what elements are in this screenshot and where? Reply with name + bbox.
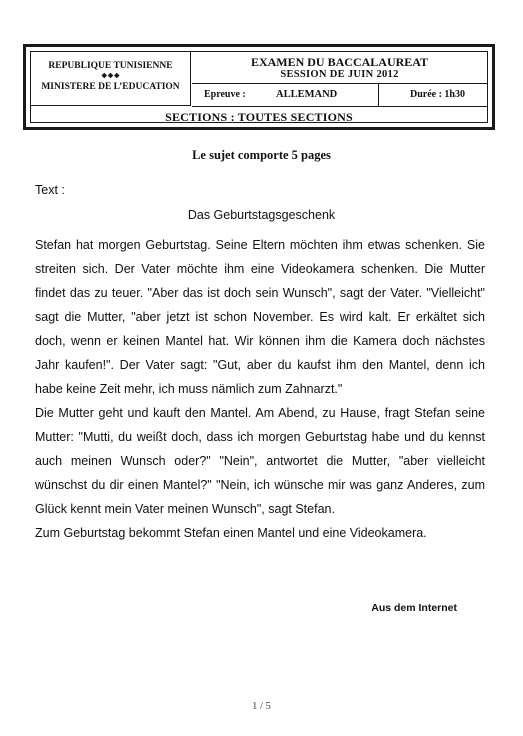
story-line: Zum Geburtstag bekommt Stefan einen Mantel und eine Videokamera. (35, 526, 427, 540)
story-line: Die Mutter geht und kauft den Mantel. Am Abend, zu Hause, fragt Stefan seine (35, 406, 485, 420)
story-line: auch meinen Wunsch oder?" "Nein", antwortet die Mutter, "aber vielleicht (35, 454, 485, 468)
exam-info-row (192, 83, 487, 107)
story-body (35, 233, 485, 545)
info-divider (378, 84, 379, 107)
exam-header-inner (30, 51, 488, 123)
exam-title: EXAMEN DU BACCALAUREAT (250, 55, 429, 69)
subject-value: ALLEMAND (276, 89, 338, 100)
epreuve-label: Epreuve : (204, 89, 246, 100)
story-line: doch, wenn er keinen Mantel hat. Wir können ihm die Kamera doch nächstes (35, 334, 485, 348)
story-line: sagt die Mutter, "aber jetzt ist schon November. Es wird kalt. Er erkältet sich (35, 310, 485, 324)
story-line: wünschst du dir einen Mantel?" "Nein, ich wünsche mir was ganz Anderes, zum (35, 478, 485, 492)
ministry-text: MINISTERE DE L’EDUCATION (41, 82, 180, 92)
story-line: habe keine Zeit mehr, ich muss nämlich zum Zahnarzt." (35, 382, 343, 396)
source-credit: Aus dem Internet (371, 602, 457, 614)
exam-info-block (192, 52, 487, 107)
story-line: streiten sich. Der Vater möchte ihm eine Videokamera schenken. Die Mutter (35, 262, 485, 276)
text-label: Text : (35, 183, 65, 197)
exam-header (23, 44, 495, 130)
ministry-block (31, 52, 191, 106)
republic-text: REPUBLIQUE TUNISIENNE (48, 61, 173, 71)
duration-value: Durée : 1h30 (410, 89, 465, 100)
story-line: Jahr kaufen!". Der Vater sagt: "Gut, aber du kaufst ihm den Mantel, denn ich (35, 358, 485, 372)
exam-session: SESSION DE JUIN 2012 (280, 69, 399, 80)
pages-note: Le sujet comporte 5 pages (192, 148, 331, 162)
story-line: Glück kennt mein Vater meinen Wunsch", sagt Stefan. (35, 502, 335, 516)
ornament-text: ❖❖❖ (101, 72, 120, 80)
story-line: Mutter: "Mutti, du weißt doch, dass ich morgen Geburtstag habe und du kennst (35, 430, 485, 444)
page-number: 1 / 5 (252, 701, 271, 712)
story-line: findet das zu teuer. "Aber das ist doch sein Wunsch", sagt der Vater. "Vielleicht" (35, 286, 485, 300)
sections-line: SECTIONS : TOUTES SECTIONS (165, 110, 353, 124)
story-line: Stefan hat morgen Geburtstag. Seine Eltern möchten ihm etwas schenken. Sie (35, 238, 485, 252)
story-title: Das Geburtstagsgeschenk (187, 208, 336, 222)
